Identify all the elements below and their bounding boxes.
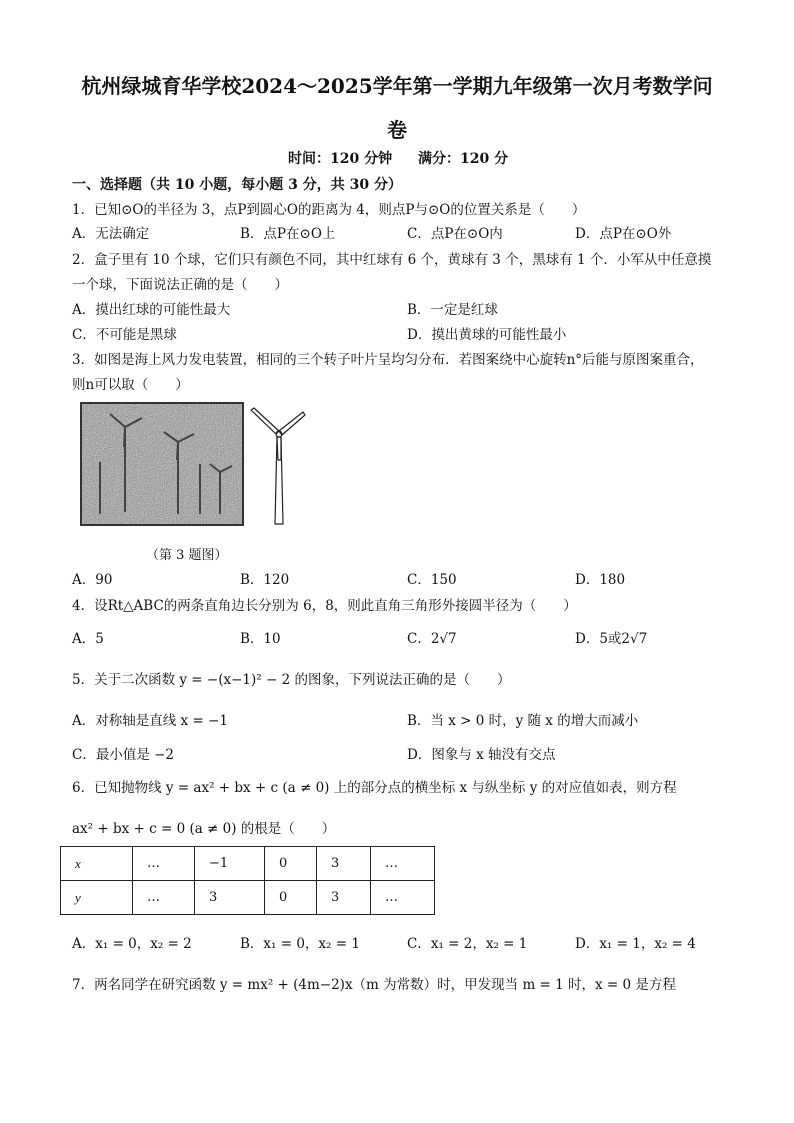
table-cell: … [371, 881, 435, 915]
q6-stem-line1: 6．已知抛物线 y = ax² + bx + c (a ≠ 0) 上的部分点的横坐标 x 与纵坐标 y 的对应值如表，则方程 [72, 780, 677, 796]
table-cell: 3 [195, 881, 265, 915]
q4-option-c: C．2√7 [407, 631, 457, 647]
table-cell: x [61, 847, 133, 881]
q3-option-b: B．120 [240, 572, 290, 588]
q2-option-a: A．摸出红球的可能性最大 [72, 302, 231, 318]
q6-option-b: B．x₁ = 0，x₂ = 1 [240, 936, 360, 952]
q3-option-a: A．90 [72, 572, 113, 588]
q5-option-d: D．图象与 x 轴没有交点 [407, 747, 556, 763]
q5-option-c: C．最小值是 −2 [72, 747, 175, 763]
table-row [61, 881, 435, 915]
q2-stem-line2: 一个球，下面说法正确的是（ ） [72, 277, 288, 293]
q6-option-d: D．x₁ = 1，x₂ = 4 [575, 936, 696, 952]
q2-stem-line1: 2．盒子里有 10 个球，它们只有颜色不同，其中红球有 6 个，黄球有 3 个，黑球有 1 个．小军从中任意摸 [72, 252, 712, 268]
exam-time: 时间：120 分钟 [288, 151, 393, 167]
q5-option-a: A．对称轴是直线 x = −1 [72, 713, 228, 729]
q4-option-a: A．5 [72, 631, 104, 647]
q4-option-b: B．10 [240, 631, 281, 647]
q3-stem-line2: 则n可以取（ ） [72, 377, 189, 393]
q2-option-b: B．一定是红球 [407, 302, 498, 318]
q4-option-d: D．5或2√7 [575, 631, 648, 647]
q6-stem-line2: ax² + bx + c = 0 (a ≠ 0) 的根是（ ） [72, 821, 336, 837]
q1-option-a: A．无法确定 [72, 226, 150, 242]
exam-score: 满分：120 分 [418, 151, 509, 167]
page-title-line1: 杭州绿城育华学校2024～2025学年第一学期九年级第一次月考数学问 [81, 74, 713, 98]
q1-option-b: B．点P在⊙O上 [240, 226, 336, 242]
table-cell: −1 [195, 847, 265, 881]
q3-option-c: C．150 [407, 572, 457, 588]
table-cell: … [133, 881, 195, 915]
q3-figure-caption: （第 3 题图） [146, 548, 228, 563]
q2-option-d: D．摸出黄球的可能性最小 [407, 327, 567, 343]
q1-option-c: C．点P在⊙O内 [407, 226, 503, 242]
table-cell: 0 [265, 847, 317, 881]
q4-stem: 4．设Rt△ABC的两条直角边长分别为 6，8，则此直角三角形外接圆半径为（ ） [72, 598, 577, 614]
table-cell: y [61, 881, 133, 915]
table-cell: 3 [317, 881, 371, 915]
wind-farm-photo [80, 402, 244, 526]
page-title-line2: 卷 [387, 118, 407, 142]
wind-turbine-diagram [248, 404, 308, 528]
q7-stem: 7．两名同学在研究函数 y = mx² + (4m−2)x（m 为常数）时，甲发现当 m = 1 时，x = 0 是方程 [72, 977, 676, 993]
table-row [61, 847, 435, 881]
q1-option-d: D．点P在⊙O外 [575, 226, 672, 242]
q2-option-c: C．不可能是黑球 [72, 327, 177, 343]
table-cell: 0 [265, 881, 317, 915]
table-cell: … [371, 847, 435, 881]
q3-option-d: D．180 [575, 572, 626, 588]
q5-option-b: B．当 x > 0 时，y 随 x 的增大而减小 [407, 713, 639, 729]
q6-option-c: C．x₁ = 2，x₂ = 1 [407, 936, 528, 952]
q3-stem-line1: 3．如图是海上风力发电装置，相同的三个转子叶片呈均匀分布．若图案绕中心旋转n°后能与原图案重合， [72, 352, 704, 368]
q5-stem: 5．关于二次函数 y = −(x−1)² − 2 的图象，下列说法正确的是（ ） [72, 672, 511, 688]
table-cell: … [133, 847, 195, 881]
q6-value-table [60, 846, 435, 915]
q1-stem: 1．已知⊙O的半径为 3，点P到圆心O的距离为 4，则点P与⊙O的位置关系是（ ） [72, 202, 586, 218]
section-heading: 一、选择题（共 10 小题，每小题 3 分，共 30 分） [72, 177, 402, 193]
table-cell: 3 [317, 847, 371, 881]
q6-option-a: A．x₁ = 0，x₂ = 2 [72, 936, 192, 952]
